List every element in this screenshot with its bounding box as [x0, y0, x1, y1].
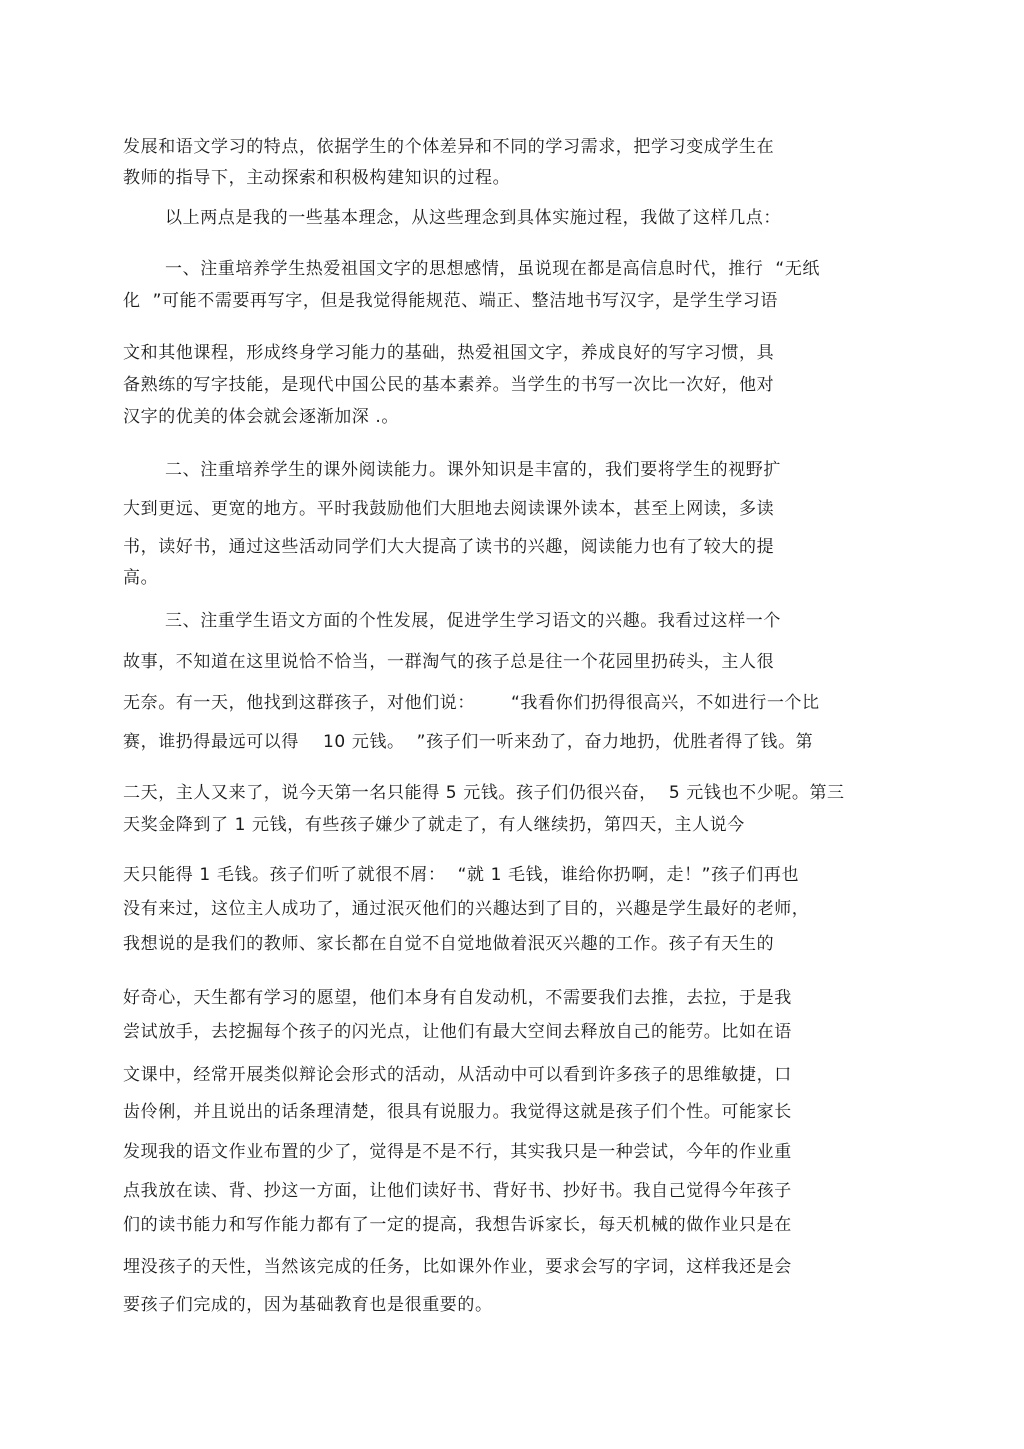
text-line: 齿伶俐，并且说出的话条理清楚，很具有说服力。我觉得这就是孩子们个性。可能家长	[123, 1102, 792, 1122]
text-line: 汉字的优美的体会就会逐渐加深 .。	[123, 407, 400, 427]
text-line: 尝试放手，去挖掘每个孩子的闪光点，让他们有最大空间去释放自己的能劳。比如在语	[123, 1022, 792, 1042]
paragraph-start: 一、注重培养学生热爱祖国文字的思想感情，虽说现在都是高信息时代，推行 “无纸	[165, 259, 821, 279]
text-line: 埋没孩子的天性，当然该完成的任务，比如课外作业，要求会写的字词，这样我还是会	[123, 1257, 792, 1277]
text-line: 化 ”可能不需要再写字，但是我觉得能规范、端正、整洁地书写汉字，是学生学习语	[123, 291, 779, 311]
text-line: 要孩子们完成的，因为基础教育也是很重要的。	[123, 1295, 493, 1315]
text-line: 天只能得 1 毛钱。孩子们听了就很不屑： “就 1 毛钱，谁给你扔啊，走！”孩子们再也	[123, 865, 800, 885]
text-line: 书，读好书，通过这些活动同学们大大提高了读书的兴趣，阅读能力也有了较大的提	[123, 537, 775, 557]
text-line: 备熟练的写字技能，是现代中国公民的基本素养。当学生的书写一次比一次好，他对	[123, 375, 775, 395]
text-line: 文课中，经常开展类似辩论会形式的活动，从活动中可以看到许多孩子的思维敏捷，口	[123, 1065, 792, 1085]
text-line: 好奇心，天生都有学习的愿望，他们本身有自发动机，不需要我们去推，去拉，于是我	[123, 988, 792, 1008]
text-line: 发展和语文学习的特点，依据学生的个体差异和不同的学习需求，把学习变成学生在	[123, 137, 775, 157]
text-line: 天奖金降到了 1 元钱，有些孩子嫌少了就走了，有人继续扔，第四天，主人说今	[123, 815, 745, 835]
text-line: 们的读书能力和写作能力都有了一定的提高，我想告诉家长，每天机械的做作业只是在	[123, 1215, 792, 1235]
paragraph-start: 二、注重培养学生的课外阅读能力。课外知识是丰富的，我们要将学生的视野扩	[165, 460, 781, 480]
text-line: 点我放在读、背、抄这一方面，让他们读好书、背好书、抄好书。我自己觉得今年孩子	[123, 1181, 792, 1201]
text-line: 没有来过，这位主人成功了，通过泯灭他们的兴趣达到了目的，兴趣是学生最好的老师，	[123, 899, 810, 919]
text-line: 教师的指导下，主动探索和积极构建知识的过程。	[123, 168, 511, 188]
text-line: 赛，谁扔得最远可以得 10 元钱。 ”孩子们一听来劲了，奋力地扔，优胜者得了钱。第	[123, 732, 814, 752]
text-line: 大到更远、更宽的地方。平时我鼓励他们大胆地去阅读课外读本，甚至上网读，多读	[123, 499, 775, 519]
paragraph-start: 以上两点是我的一些基本理念，从这些理念到具体实施过程，我做了这样几点：	[165, 208, 781, 228]
text-line: 高。	[123, 568, 159, 588]
text-line: 故事，不知道在这里说恰不恰当，一群淘气的孩子总是往一个花园里扔砖头，主人很	[123, 652, 775, 672]
paragraph-start: 三、注重学生语文方面的个性发展，促进学生学习语文的兴趣。我看过这样一个	[165, 611, 781, 631]
text-line: 文和其他课程，形成终身学习能力的基础，热爱祖国文字，养成良好的写字习惯，具	[123, 343, 775, 363]
text-line: 我想说的是我们的教师、家长都在自觉不自觉地做着泯灭兴趣的工作。孩子有天生的	[123, 934, 775, 954]
text-line: 无奈。有一天，他找到这群孩子，对他们说： “我看你们扔得很高兴，不如进行一个比	[123, 693, 820, 713]
text-line: 发现我的语文作业布置的少了，觉得是不是不行，其实我只是一种尝试，今年的作业重	[123, 1142, 792, 1162]
text-line: 二天，主人又来了，说今天第一名只能得 5 元钱。孩子们仍很兴奋， 5 元钱也不少呢。第三	[123, 783, 845, 803]
